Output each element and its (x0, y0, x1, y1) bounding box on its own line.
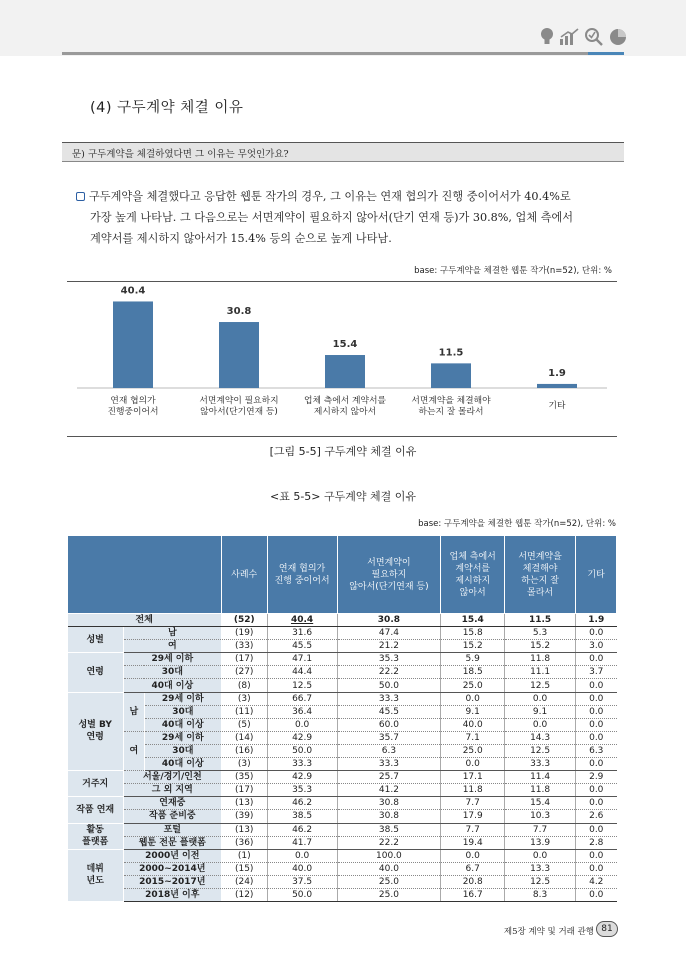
value-cell: 11.8 (441, 784, 505, 797)
category-label: 연재 협의가 (110, 396, 156, 406)
value-cell: 0.0 (576, 797, 617, 810)
group-label: 성별 BY 연령 (68, 692, 124, 771)
value-cell: 15.4 (441, 614, 505, 627)
value-cell: 0.0 (576, 653, 617, 666)
value-cell: 0.0 (576, 888, 617, 901)
question-box (62, 142, 624, 162)
value-cell: 0.0 (576, 823, 617, 836)
row-label: 그 외 지역 (123, 784, 221, 797)
count-cell: (36) (221, 836, 267, 849)
row-label: 30대 (144, 744, 221, 757)
header-rule (62, 52, 624, 55)
value-cell: 10.3 (505, 810, 576, 823)
value-cell: 2.8 (576, 836, 617, 849)
footer-chapter: 제5장 계약 및 거래 관행 (503, 927, 594, 937)
value-cell: 0.0 (576, 679, 617, 692)
value-cell: 46.2 (267, 823, 337, 836)
value-cell: 12.5 (505, 744, 576, 757)
value-cell: 15.8 (441, 627, 505, 640)
row-label: 40대 이상 (144, 718, 221, 731)
value-cell: 30.8 (337, 797, 441, 810)
table-row (68, 679, 617, 692)
row-label: 2018년 이후 (123, 888, 221, 901)
header-count: 사례수 (221, 536, 267, 614)
table-row (68, 705, 617, 718)
table-base-note: base: 구두계약을 체결한 웹툰 작가(n=52), 단위: % (418, 519, 616, 529)
bar-value-label: 40.4 (120, 285, 146, 297)
count-cell: (12) (221, 888, 267, 901)
value-cell: 66.7 (267, 692, 337, 705)
row-label: 30대 (144, 705, 221, 718)
summary-line-1: 구두계약을 체결했다고 응답한 웹툰 작가의 경우, 그 이유는 연재 협의가 진행 중이어서가 40.4%로 (89, 190, 571, 203)
group-label: 데뷔 년도 (68, 849, 124, 901)
value-cell: 0.0 (576, 758, 617, 771)
value-cell: 36.4 (267, 705, 337, 718)
bar-chart (67, 282, 617, 436)
row-label: 30대 (123, 666, 221, 679)
value-cell: 11.8 (505, 784, 576, 797)
value-cell: 0.0 (267, 849, 337, 862)
summary-line-2: 가장 높게 나타남. 그 다음으로는 서면계약이 필요하지 않아서(단기 연재 등)가 30.8%, 업체 측에서 (90, 211, 574, 224)
category-label: 기타 (548, 401, 566, 411)
value-cell: 33.3 (337, 758, 441, 771)
value-cell: 13.3 (505, 862, 576, 875)
value-cell: 20.8 (441, 875, 505, 888)
chart-bar (325, 355, 365, 388)
value-cell: 0.0 (576, 849, 617, 862)
row-label: 작품 준비중 (123, 810, 221, 823)
value-cell: 33.3 (267, 758, 337, 771)
pie-chart-icon (609, 28, 627, 46)
value-cell: 4.2 (576, 875, 617, 888)
count-cell: (52) (221, 614, 267, 627)
value-cell: 11.1 (505, 666, 576, 679)
category-label: 하는지 잘 몰라서 (418, 407, 484, 417)
category-label: 서면계약이 필요하지 (199, 396, 279, 406)
count-cell: (17) (221, 653, 267, 666)
value-cell: 25.0 (337, 888, 441, 901)
value-cell: 22.2 (337, 836, 441, 849)
table-row (68, 771, 617, 784)
count-cell: (16) (221, 744, 267, 757)
row-label: 29세 이하 (144, 692, 221, 705)
row-label: 전체 (68, 614, 222, 627)
table-row (68, 836, 617, 849)
value-cell: 0.0 (576, 862, 617, 875)
value-cell: 25.0 (441, 679, 505, 692)
row-label: 남 (123, 627, 221, 640)
count-cell: (39) (221, 810, 267, 823)
value-cell: 19.4 (441, 836, 505, 849)
value-cell: 60.0 (337, 718, 441, 731)
group-label: 남 (123, 692, 144, 731)
count-cell: (3) (221, 758, 267, 771)
value-cell: 17.9 (441, 810, 505, 823)
header-col-5: 기타 (576, 536, 617, 614)
count-cell: (1) (221, 849, 267, 862)
value-cell: 42.9 (267, 731, 337, 744)
count-cell: (5) (221, 718, 267, 731)
row-label: 여 (123, 640, 221, 653)
header-col-2: 서면계약이 필요하지 않아서(단기연재 등) (337, 536, 441, 614)
value-cell: 16.7 (441, 888, 505, 901)
value-cell: 9.1 (505, 705, 576, 718)
group-label: 여 (123, 731, 144, 770)
value-cell: 0.0 (505, 692, 576, 705)
value-cell: 7.7 (441, 797, 505, 810)
table-row (68, 758, 617, 771)
count-cell: (35) (221, 771, 267, 784)
table-row (68, 666, 617, 679)
value-cell: 50.0 (267, 744, 337, 757)
chart-bar (113, 301, 153, 388)
value-cell: 0.0 (576, 627, 617, 640)
row-label: 2000~2014년 (123, 862, 221, 875)
row-label: 40대 이상 (123, 679, 221, 692)
table-row (68, 784, 617, 797)
value-cell: 25.0 (337, 875, 441, 888)
value-cell: 6.7 (441, 862, 505, 875)
value-cell: 13.9 (505, 836, 576, 849)
value-cell: 30.8 (337, 810, 441, 823)
chart-bar (219, 322, 259, 388)
category-label: 서면계약을 체결해야 (411, 396, 491, 406)
value-cell: 40.0 (267, 862, 337, 875)
chart-bar (537, 384, 577, 388)
data-table (67, 535, 617, 902)
table-row (68, 718, 617, 731)
value-cell: 0.0 (505, 849, 576, 862)
table-row (68, 692, 617, 705)
value-cell: 3.7 (576, 666, 617, 679)
table-row (68, 797, 617, 810)
count-cell: (19) (221, 627, 267, 640)
value-cell: 35.3 (267, 784, 337, 797)
value-cell: 6.3 (337, 744, 441, 757)
row-label: 29세 이하 (144, 731, 221, 744)
value-cell: 9.1 (441, 705, 505, 718)
value-cell: 22.2 (337, 666, 441, 679)
table-row (68, 849, 617, 862)
count-cell: (24) (221, 875, 267, 888)
bar-value-label: 30.8 (226, 306, 252, 318)
row-label: 웹툰 전문 플랫폼 (123, 836, 221, 849)
section-title: (4) 구두계약 체결 이유 (90, 100, 244, 116)
category-label: 업체 측에서 계약서를 (303, 396, 387, 406)
value-cell: 38.5 (267, 810, 337, 823)
figure-caption: [그림 5-5] 구두계약 체결 이유 (269, 445, 417, 458)
count-cell: (8) (221, 679, 267, 692)
row-label: 2000년 이전 (123, 849, 221, 862)
row-label: 서울/경기/인천 (123, 771, 221, 784)
row-label: 포털 (123, 823, 221, 836)
value-cell: 14.3 (505, 731, 576, 744)
value-cell: 50.0 (267, 888, 337, 901)
header-rule-accent (588, 52, 624, 55)
table-caption: <표 5-5> 구두계약 체결 이유 (269, 490, 417, 503)
value-cell: 30.8 (337, 614, 441, 627)
value-cell: 8.3 (505, 888, 576, 901)
value-cell: 38.5 (337, 823, 441, 836)
page-number: 81 (596, 921, 618, 937)
value-cell: 0.0 (267, 718, 337, 731)
group-label: 성별 (68, 627, 124, 653)
row-label: 연재중 (123, 797, 221, 810)
table-row (68, 888, 617, 901)
value-cell: 0.0 (576, 784, 617, 797)
value-cell: 25.7 (337, 771, 441, 784)
header-corner (68, 536, 222, 614)
value-cell: 12.5 (267, 679, 337, 692)
magnifier-check-icon (584, 27, 604, 47)
header-icon-group (540, 26, 627, 48)
value-cell: 6.3 (576, 744, 617, 757)
group-label: 활동 플랫폼 (68, 823, 124, 849)
count-cell: (33) (221, 640, 267, 653)
value-cell: 17.1 (441, 771, 505, 784)
count-cell: (15) (221, 862, 267, 875)
value-cell: 5.3 (505, 627, 576, 640)
value-cell: 5.9 (441, 653, 505, 666)
value-cell: 100.0 (337, 849, 441, 862)
lightbulb-icon (540, 27, 554, 47)
row-label: 40대 이상 (144, 758, 221, 771)
value-cell: 0.0 (576, 705, 617, 718)
count-cell: (11) (221, 705, 267, 718)
table-row (68, 627, 617, 640)
value-cell: 15.2 (441, 640, 505, 653)
table-row (68, 731, 617, 744)
value-cell: 46.2 (267, 797, 337, 810)
row-label: 2015~2017년 (123, 875, 221, 888)
value-cell: 2.9 (576, 771, 617, 784)
group-label: 연령 (68, 653, 124, 692)
value-cell: 21.2 (337, 640, 441, 653)
value-cell: 12.5 (505, 679, 576, 692)
table-row (68, 640, 617, 653)
value-cell: 0.0 (505, 718, 576, 731)
value-cell: 11.5 (505, 614, 576, 627)
value-cell: 11.4 (505, 771, 576, 784)
chart-base-note: base: 구두계약을 체결한 웹툰 작가(n=52), 단위: % (414, 266, 612, 276)
value-cell: 7.7 (441, 823, 505, 836)
value-cell: 45.5 (267, 640, 337, 653)
table-row (68, 653, 617, 666)
bar-value-label: 15.4 (332, 339, 358, 351)
value-cell: 41.7 (267, 836, 337, 849)
table-total-row (68, 614, 617, 627)
category-label: 진행중이어서 (107, 407, 159, 417)
table-row (68, 862, 617, 875)
value-cell: 35.3 (337, 653, 441, 666)
category-label: 않아서(단기연재 등) (200, 407, 278, 417)
group-label: 거주지 (68, 771, 124, 797)
growth-chart-icon (559, 28, 579, 46)
header-col-3: 업체 측에서 계약서를 제시하지 않아서 (441, 536, 505, 614)
header-col-4: 서면계약을 체결해야 하는지 잘 몰라서 (505, 536, 576, 614)
count-cell: (3) (221, 692, 267, 705)
value-cell: 47.4 (337, 627, 441, 640)
value-cell: 2.6 (576, 810, 617, 823)
value-cell: 15.4 (505, 797, 576, 810)
count-cell: (13) (221, 797, 267, 810)
value-cell: 11.8 (505, 653, 576, 666)
value-cell: 0.0 (576, 692, 617, 705)
value-cell: 0.0 (441, 692, 505, 705)
value-cell: 33.3 (337, 692, 441, 705)
category-label: 제시하지 않아서 (313, 407, 377, 417)
row-label: 29세 이하 (123, 653, 221, 666)
question-text: 문) 구두계약을 체결하였다면 그 이유는 무엇인가요? (72, 149, 289, 160)
value-cell: 47.1 (267, 653, 337, 666)
value-cell: 40.0 (337, 862, 441, 875)
value-cell: 3.0 (576, 640, 617, 653)
summary-paragraph (76, 186, 624, 249)
value-cell: 0.0 (576, 718, 617, 731)
count-cell: (27) (221, 666, 267, 679)
table-row (68, 810, 617, 823)
group-label: 작품 연재 (68, 797, 124, 823)
table-row (68, 875, 617, 888)
table-row (68, 823, 617, 836)
value-cell: 0.0 (441, 758, 505, 771)
value-cell: 37.5 (267, 875, 337, 888)
value-cell: 15.2 (505, 640, 576, 653)
checkbox-bullet-icon (76, 192, 85, 201)
value-cell: 7.7 (505, 823, 576, 836)
chart-bar (431, 363, 471, 388)
value-cell: 41.2 (337, 784, 441, 797)
value-cell: 44.4 (267, 666, 337, 679)
summary-line-3: 계약서를 제시하지 않아서가 15.4% 등의 순으로 높게 나타남. (90, 232, 392, 245)
value-cell: 35.7 (337, 731, 441, 744)
value-cell: 0.0 (576, 731, 617, 744)
value-cell: 42.9 (267, 771, 337, 784)
value-cell: 7.1 (441, 731, 505, 744)
value-cell: 40.4 (267, 614, 337, 627)
value-cell: 33.3 (505, 758, 576, 771)
value-cell: 18.5 (441, 666, 505, 679)
header-col-1: 연재 협의가 진행 중이어서 (267, 536, 337, 614)
value-cell: 12.5 (505, 875, 576, 888)
bar-value-label: 11.5 (438, 347, 464, 359)
count-cell: (14) (221, 731, 267, 744)
bar-value-label: 1.9 (548, 367, 566, 379)
table-row (68, 744, 617, 757)
value-cell: 25.0 (441, 744, 505, 757)
value-cell: 50.0 (337, 679, 441, 692)
count-cell: (13) (221, 823, 267, 836)
value-cell: 0.0 (441, 849, 505, 862)
count-cell: (17) (221, 784, 267, 797)
value-cell: 45.5 (337, 705, 441, 718)
value-cell: 31.6 (267, 627, 337, 640)
value-cell: 40.0 (441, 718, 505, 731)
value-cell: 1.9 (576, 614, 617, 627)
